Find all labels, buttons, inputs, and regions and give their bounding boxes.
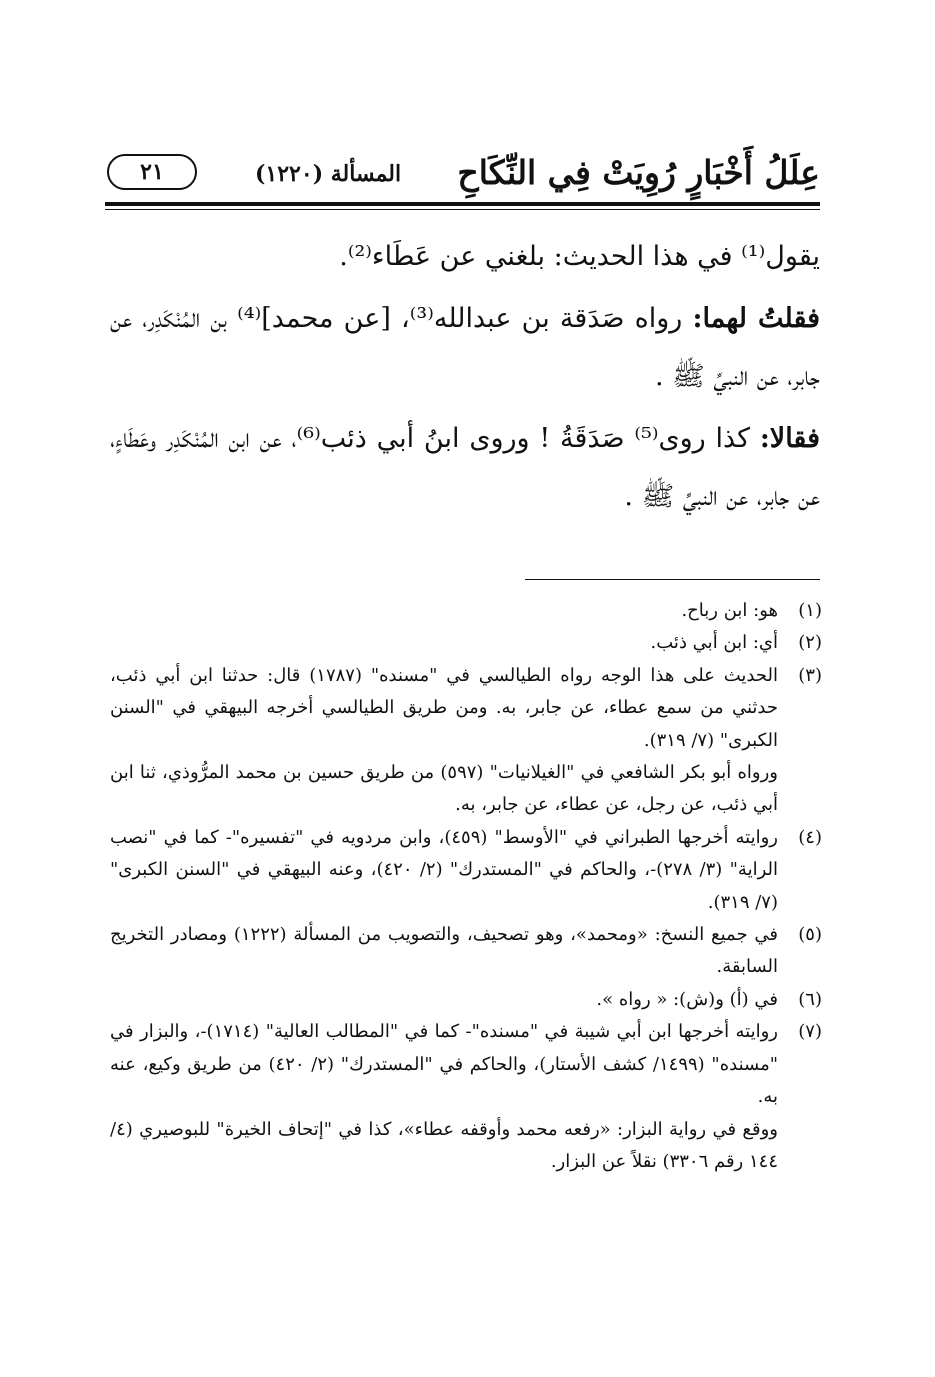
footnote-number: (٧)	[798, 1021, 822, 1043]
footnote-7	[110, 1016, 822, 1178]
footnote-line: ورواه أبو بكر الشافعي في "الغيلانيات" (٥٩٧) من طريق حسين بن محمد المرُّوذي، ثنا ابن أبي ذئب، عن رجل، عن عطاء، عن جابر، به.	[110, 762, 778, 816]
paragraph-3-text: كذا روى⁽⁵⁾ صَدَقَةُ ! وروى ابنُ أبي ذئب⁽⁶⁾، عن ابن المُنْكَدِر وعَطَاءٍ، عن جابر، عن النبيِّ ﷺ .	[110, 423, 820, 512]
footnote-line: ووقع في رواية البزار: «رفعه محمد وأوقفه عطاء»، كذا في "إتحاف الخيرة" للبوصيري (٤/ ١٤٤ رقم ٣٣٠٦) نقلاً عن البزار.	[110, 1118, 778, 1172]
footnote-number: (٦)	[798, 988, 822, 1010]
footnote-line: روايته أخرجها الطبراني في "الأوسط" (٤٥٩)، وابن مردويه في "تفسيره"- كما في "نصب الراية" (٣/ ٢٧٨)-، والحاكم في "المستدرك" (٢/ ٤٢٠)، وعنه البيهقي في "السنن الكبرى" (٧/ ٣١٩).	[110, 826, 778, 913]
header-rule-thick	[105, 202, 820, 206]
footnote-line: أي: ابن أبي ذئب.	[650, 632, 778, 654]
footnotes	[110, 595, 822, 1178]
footnote-number: (١)	[798, 600, 822, 621]
footnote-text	[110, 822, 778, 919]
footnote-text	[110, 1016, 778, 1178]
paragraph-3-lead: فقالا:	[759, 423, 820, 454]
book-title: عِلَلُ أَخْبَارٍ رُوِيَتْ فِي النِّكَاحِ	[457, 153, 820, 192]
paragraph-1	[110, 228, 820, 286]
footnote-text	[110, 984, 778, 1016]
paragraph-2-text: رواه صَدَقة بن عبدالله⁽³⁾، [عن محمد]⁽⁴⁾ بن المُنْكَدِر، عن جابر، عن النبيِّ ﷺ .	[110, 303, 820, 392]
footnote-line: الحديث على هذا الوجه رواه الطيالسي في "مسنده" (١٧٨٧) قال: حدثنا ابن أبي ذئب، حدثني من سمع عطاء، عن جابر، به. ومن طريق الطيالسي أخرجه البيهقي في "السنن الكبرى" (٧/ ٣١٩).	[110, 664, 778, 751]
paragraph-2	[110, 290, 820, 406]
footnote-line: هو: ابن رباح.	[681, 600, 778, 621]
footnote-6	[110, 984, 822, 1016]
footnote-1	[110, 595, 822, 627]
footnote-number: (٤)	[798, 826, 822, 848]
footnote-4	[110, 822, 822, 919]
paragraph-1-text: يقول⁽¹⁾ في هذا الحديث: بلغني عن عَطَاء⁽²⁾.	[339, 241, 820, 272]
paragraph-3	[110, 410, 820, 526]
footnote-2	[110, 627, 822, 659]
footnote-number: (٥)	[798, 924, 822, 946]
footnote-5	[110, 919, 822, 984]
issue-label: المسألة (١٢٢٠)	[255, 161, 402, 187]
footnote-number: (٢)	[798, 632, 822, 654]
footnote-text	[110, 595, 778, 627]
footnote-line: روايته أخرجها ابن أبي شيبة في "مسنده"- كما في "المطالب العالية" (١٧١٤)-، والبزار في "مسنده" (١٤٩٩/ كشف الأستار)، والحاكم في "المستدرك" (٢/ ٤٢٠) من طريق وكيع، عنه به.	[110, 1021, 779, 1108]
footnote-line: في (أ) و(ش): « رواه ».	[596, 988, 778, 1010]
footnote-text	[110, 919, 778, 984]
footnote-separator	[525, 579, 820, 580]
footnote-text	[110, 627, 778, 659]
footnote-3	[110, 660, 822, 822]
main-text	[110, 228, 820, 530]
header-rule-thin	[105, 209, 820, 210]
footnote-number: (٣)	[798, 664, 822, 686]
footnote-line: في جميع النسخ: «ومحمد»، وهو تصحيف، والتصويب من المسألة (١٢٢٢) ومصادر التخريج السابقة.	[110, 924, 778, 978]
footnote-text	[110, 660, 778, 822]
page-number-badge: ٢١	[107, 154, 197, 190]
page-header	[105, 150, 820, 196]
paragraph-2-lead: فقلتُ لهما:	[692, 303, 821, 334]
